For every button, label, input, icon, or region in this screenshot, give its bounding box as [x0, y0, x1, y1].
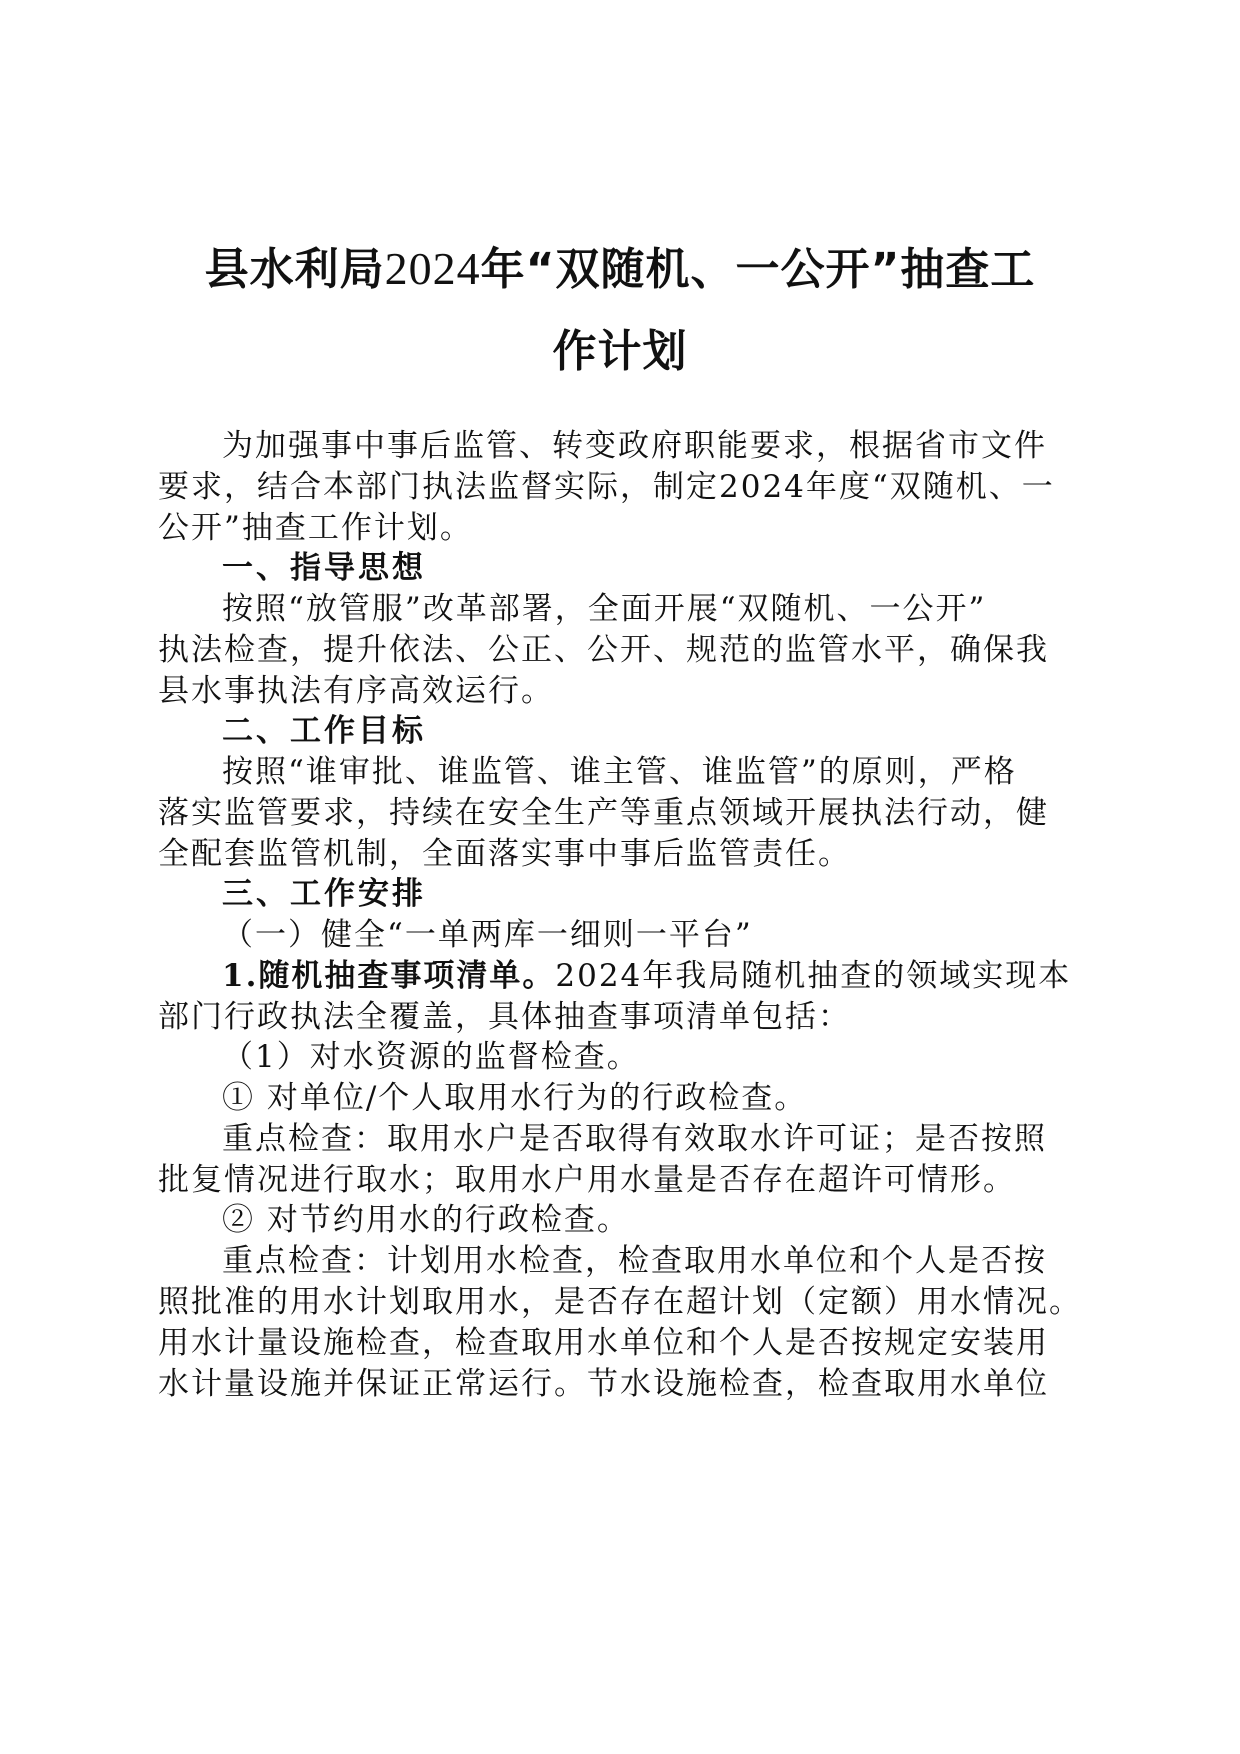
section-1-line-1: 按照“放管服”改革部署，全面开展“双随机、一公开” — [222, 591, 987, 627]
subsection-1-heading: （一）健全“一单两库一细则一平台” — [222, 917, 753, 953]
point-1b-line-1: 重点检查：计划用水检查，检查取用水单位和个人是否按 — [222, 1243, 1047, 1279]
document-title-line-1 — [0, 233, 1240, 297]
section-1-line-2: 执法检查，提升依法、公正、公开、规范的监管水平，确保我 — [158, 632, 1049, 668]
title-text-a: 县水利局 — [204, 244, 385, 295]
intro-line-1: 为加强事中事后监管、转变政府职能要求，根据省市文件 — [222, 428, 1047, 464]
item-1-label: 1.随机抽查事项清单。 — [222, 958, 556, 994]
point-1b-line-2: 照批准的用水计划取用水，是否存在超计划（定额）用水情况。 — [158, 1284, 1082, 1320]
item-1-line-1 — [222, 956, 1071, 996]
point-1b-heading: ② 对节约用水的行政检查。 — [222, 1202, 630, 1238]
item-1-line-2: 部门行政执法全覆盖，具体抽查事项清单包括： — [158, 999, 851, 1035]
section-2-line-2: 落实监管要求，持续在安全生产等重点领域开展执法行动，健 — [158, 795, 1049, 831]
section-2-heading: 二、工作目标 — [222, 713, 426, 749]
intro-line-2: 要求，结合本部门执法监督实际，制定2024年度“双随机、一 — [158, 469, 1055, 505]
intro-line-3: 公开”抽查工作计划。 — [158, 510, 473, 546]
document-title-line-2: 作计划 — [552, 326, 688, 377]
point-1a-heading: ① 对单位/个人取用水行为的行政检查。 — [222, 1080, 808, 1116]
point-1a-line-1: 重点检查：取用水户是否取得有效取水许可证；是否按照 — [222, 1121, 1047, 1157]
point-1b-line-4: 水计量设施并保证正常运行。节水设施检查，检查取用水单位 — [158, 1366, 1049, 1402]
title-text-b: 年“双随机、一公开”抽查工 — [480, 244, 1036, 295]
section-2-line-1: 按照“谁审批、谁监管、谁主管、谁监管”的原则，严格 — [222, 754, 1017, 790]
point-1a-line-2: 批复情况进行取水；取用水户用水量是否存在超许可情形。 — [158, 1162, 1016, 1198]
section-1-line-3: 县水事执法有序高效运行。 — [158, 673, 554, 709]
section-1-heading: 一、指导思想 — [222, 550, 426, 586]
point-1b-line-3: 用水计量设施检查，检查取用水单位和个人是否按规定安装用 — [158, 1325, 1049, 1361]
title-year: 2024 — [384, 243, 481, 294]
section-2-line-3: 全配套监管机制，全面落实事中事后监管责任。 — [158, 836, 851, 872]
item-1-text: 2024年我局随机抽查的领域实现本 — [555, 958, 1072, 994]
point-1-heading: （1）对水资源的监督检查。 — [222, 1039, 640, 1075]
section-3-heading: 三、工作安排 — [222, 876, 426, 912]
